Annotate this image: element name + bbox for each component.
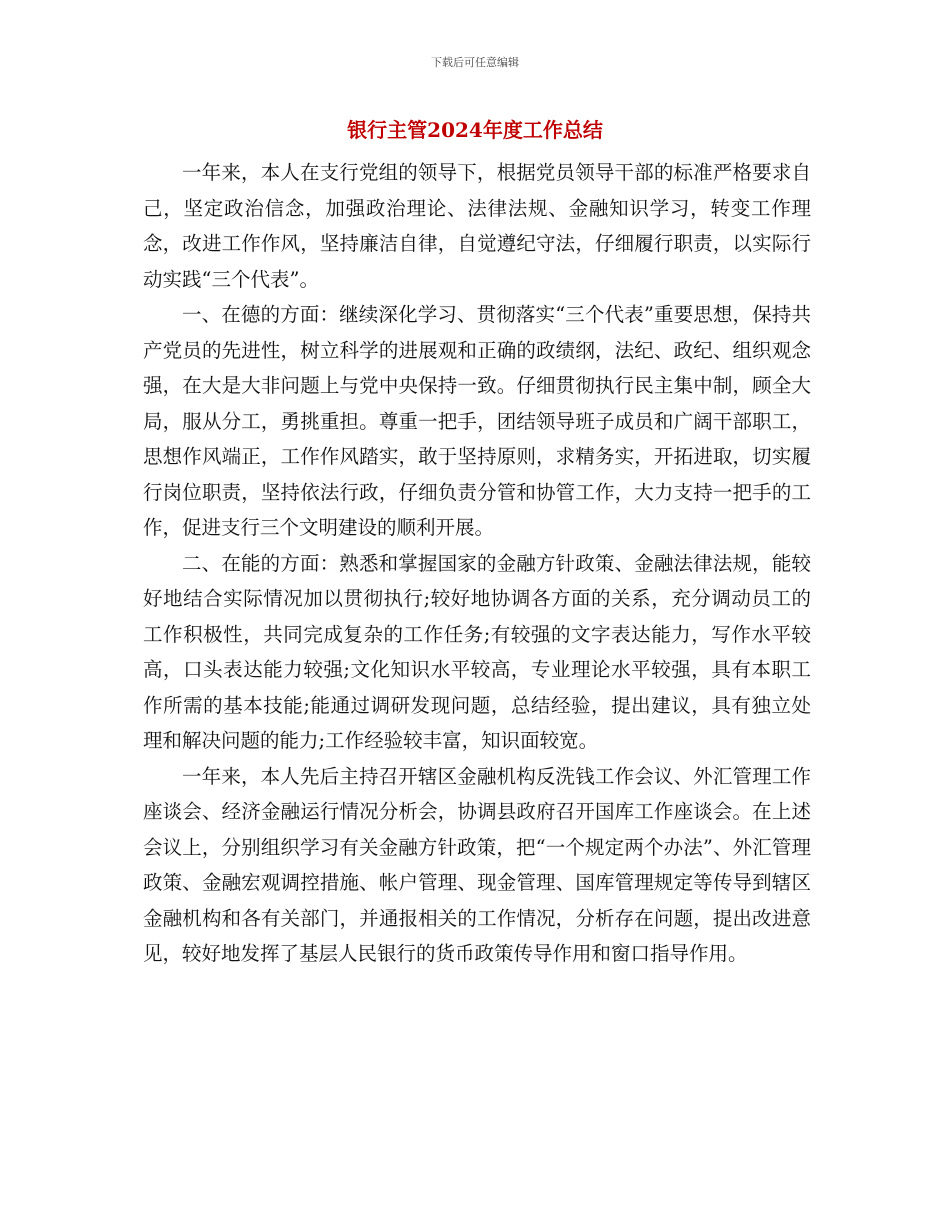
- paragraph-morality: 一、在德的方面：继续深化学习、贯彻落实“三个代表”重要思想，保持共产党员的先进性，树立科学的进展观和正确的政绩纲，法纪、政纪、组织观念强，在大是大非问题上与党中央保持一致。仔细贯彻执行民主集中制，顾全大局，服从分工，勇挑重担。尊重一把手，团结领导班子成员和广阔干部职工，思想作风端正，工作作风踏实，敢于坚持原则，求精务实，开拓进取，切实履行岗位职责，坚持依法行政，仔细负责分管和协管工作，大力支持一把手的工作，促进支行三个文明建设的顺利开展。: [143, 303, 811, 539]
- document-title: 银行主管2024年度工作总结: [347, 118, 603, 142]
- paragraph-ability: 二、在能的方面：熟悉和掌握国家的金融方针政策、金融法律法规，能较好地结合实际情况加以贯彻执行;较好地协调各方面的关系，充分调动员工的工作积极性，共同完成复杂的工作任务;有较强的文字表达能力，写作水平较高，口头表达能力较强;文化知识水平较高，专业理论水平较强，具有本职工作所需的基本技能;能通过调研发现问题，总结经验，提出建议，具有独立处理和解决问题的能力;工作经验较丰富，知识面较宽。: [143, 551, 811, 752]
- page-header-note: 下载后可任意编辑: [431, 56, 519, 69]
- paragraph-intro: 一年来，本人在支行党组的领导下，根据党员领导干部的标准严格要求自己，坚定政治信念，加强政治理论、法律法规、金融知识学习，转变工作理念，改进工作作风，坚持廉洁自律，自觉遵纪守法，仔细履行职责，以实际行动实践“三个代表”。: [143, 161, 811, 291]
- document-body: [143, 155, 811, 972]
- paragraph-meetings: 一年来，本人先后主持召开辖区金融机构反洗钱工作会议、外汇管理工作座谈会、经济金融运行情况分析会，协调县政府召开国库工作座谈会。在上述会议上，分别组织学习有关金融方针政策，把“一个规定两个办法”、外汇管理政策、金融宏观调控措施、帐户管理、现金管理、国库管理规定等传导到辖区金融机构和各有关部门，并通报相关的工作情况，分析存在问题，提出改进意见，较好地发挥了基层人民银行的货币政策传导作用和窗口指导作用。: [143, 764, 811, 965]
